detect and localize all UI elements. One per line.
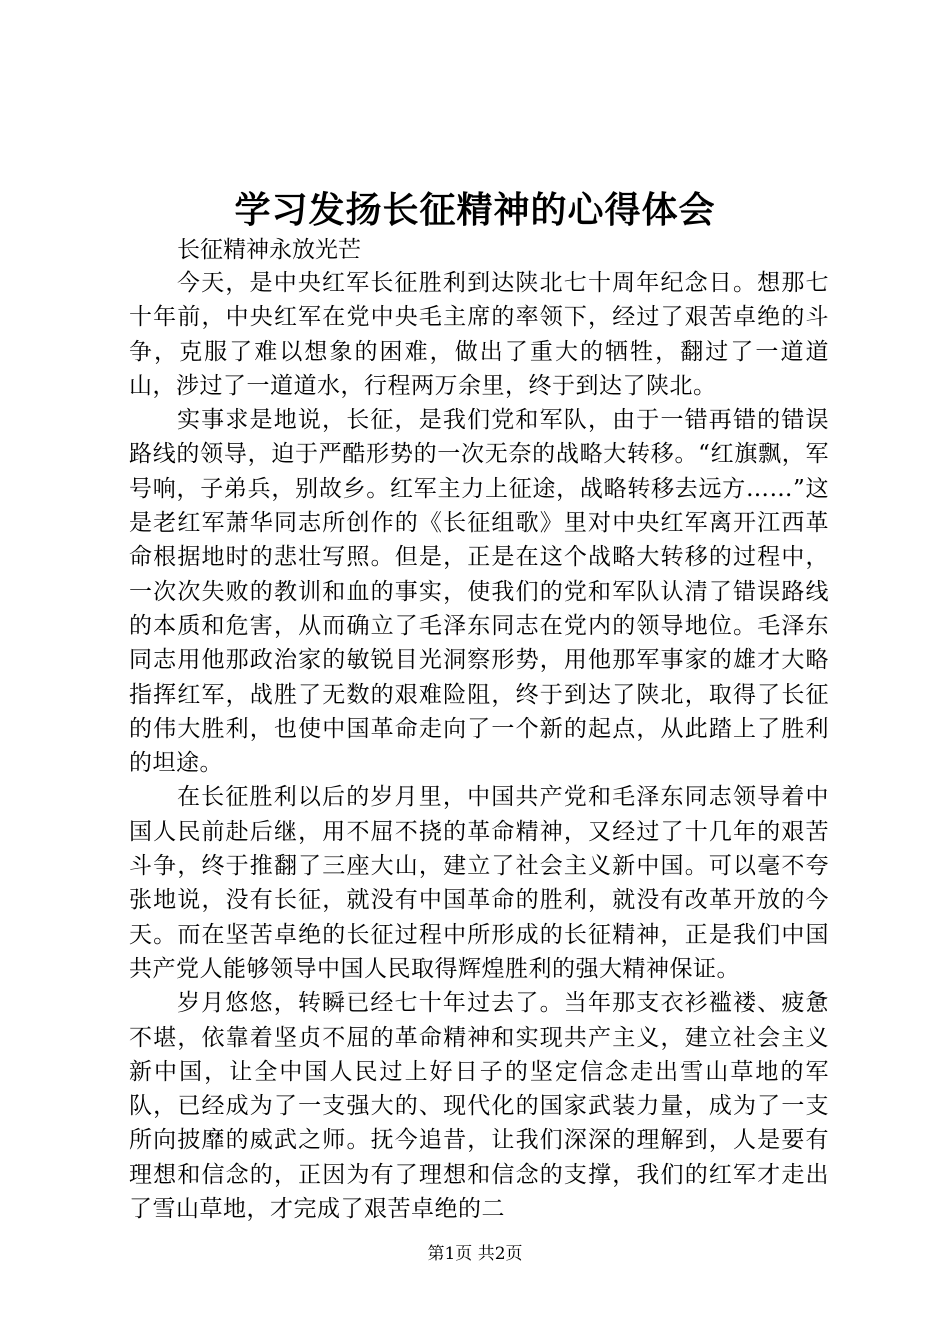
document-body <box>129 235 829 1226</box>
page-number-footer: 第1页 共2页 <box>427 1244 523 1264</box>
paragraph-3: 在长征胜利以后的岁月里，中国共产党和毛泽东同志领导着中国人民前赴后继，用不屈不挠的革命精神，又经过了十几年的艰苦斗争，终于推翻了三座大山，建立了社会主义新中国。可以毫不夸张地说，没有长征，就没有中国革命的胜利，就没有改革开放的今天。而在坚苦卓绝的长征过程中所形成的长征精神，正是我们中国共产党人能够领导中国人民取得辉煌胜利的强大精神保证。 <box>129 784 829 982</box>
paragraph-1: 今天，是中央红军长征胜利到达陕北七十周年纪念日。想那七十年前，中央红军在党中央毛主席的率领下，经过了艰苦卓绝的斗争，克服了难以想象的困难，做出了重大的牺牲，翻过了一道道山，涉过了一道道水，行程两万余里，终于到达了陕北。 <box>129 270 829 399</box>
document-title: 学习发扬长征精神的心得体会 <box>234 189 716 231</box>
paragraph-2: 实事求是地说，长征，是我们党和军队，由于一错再错的错误路线的领导，迫于严酷形势的一次无奈的战略大转移。“红旗飘，军号响，子弟兵，别故乡。红军主力上征途，战略转移去远方……”这是老红军萧华同志所创作的《长征组歌》里对中央红军离开江西革命根据地时的悲壮写照。但是，正是在这个战略大转移的过程中，一次次失败的教训和血的事实，使我们的党和军队认清了错误路线的本质和危害，从而确立了毛泽东同志在党内的领导地位。毛泽东同志用他那政治家的敏锐目光洞察形势，用他那军事家的雄才大略指挥红军，战胜了无数的艰难险阻，终于到达了陕北，取得了长征的伟大胜利，也使中国革命走向了一个新的起点，从此踏上了胜利的坦途。 <box>129 407 829 777</box>
paragraph-4: 岁月悠悠，转瞬已经七十年过去了。当年那支衣衫褴褛、疲惫不堪，依靠着坚贞不屈的革命精神和实现共产主义，建立社会主义新中国，让全中国人民过上好日子的坚定信念走出雪山草地的军队，已经成为了一支强大的、现代化的国家武装力量，成为了一支所向披靡的威武之师。抚今追昔，让我们深深的理解到，人是要有理想和信念的，正因为有了理想和信念的支撑，我们的红军才走出了雪山草地，才完成了艰苦卓绝的二 <box>129 990 829 1223</box>
document-subtitle: 长征精神永放光芒 <box>177 237 361 263</box>
